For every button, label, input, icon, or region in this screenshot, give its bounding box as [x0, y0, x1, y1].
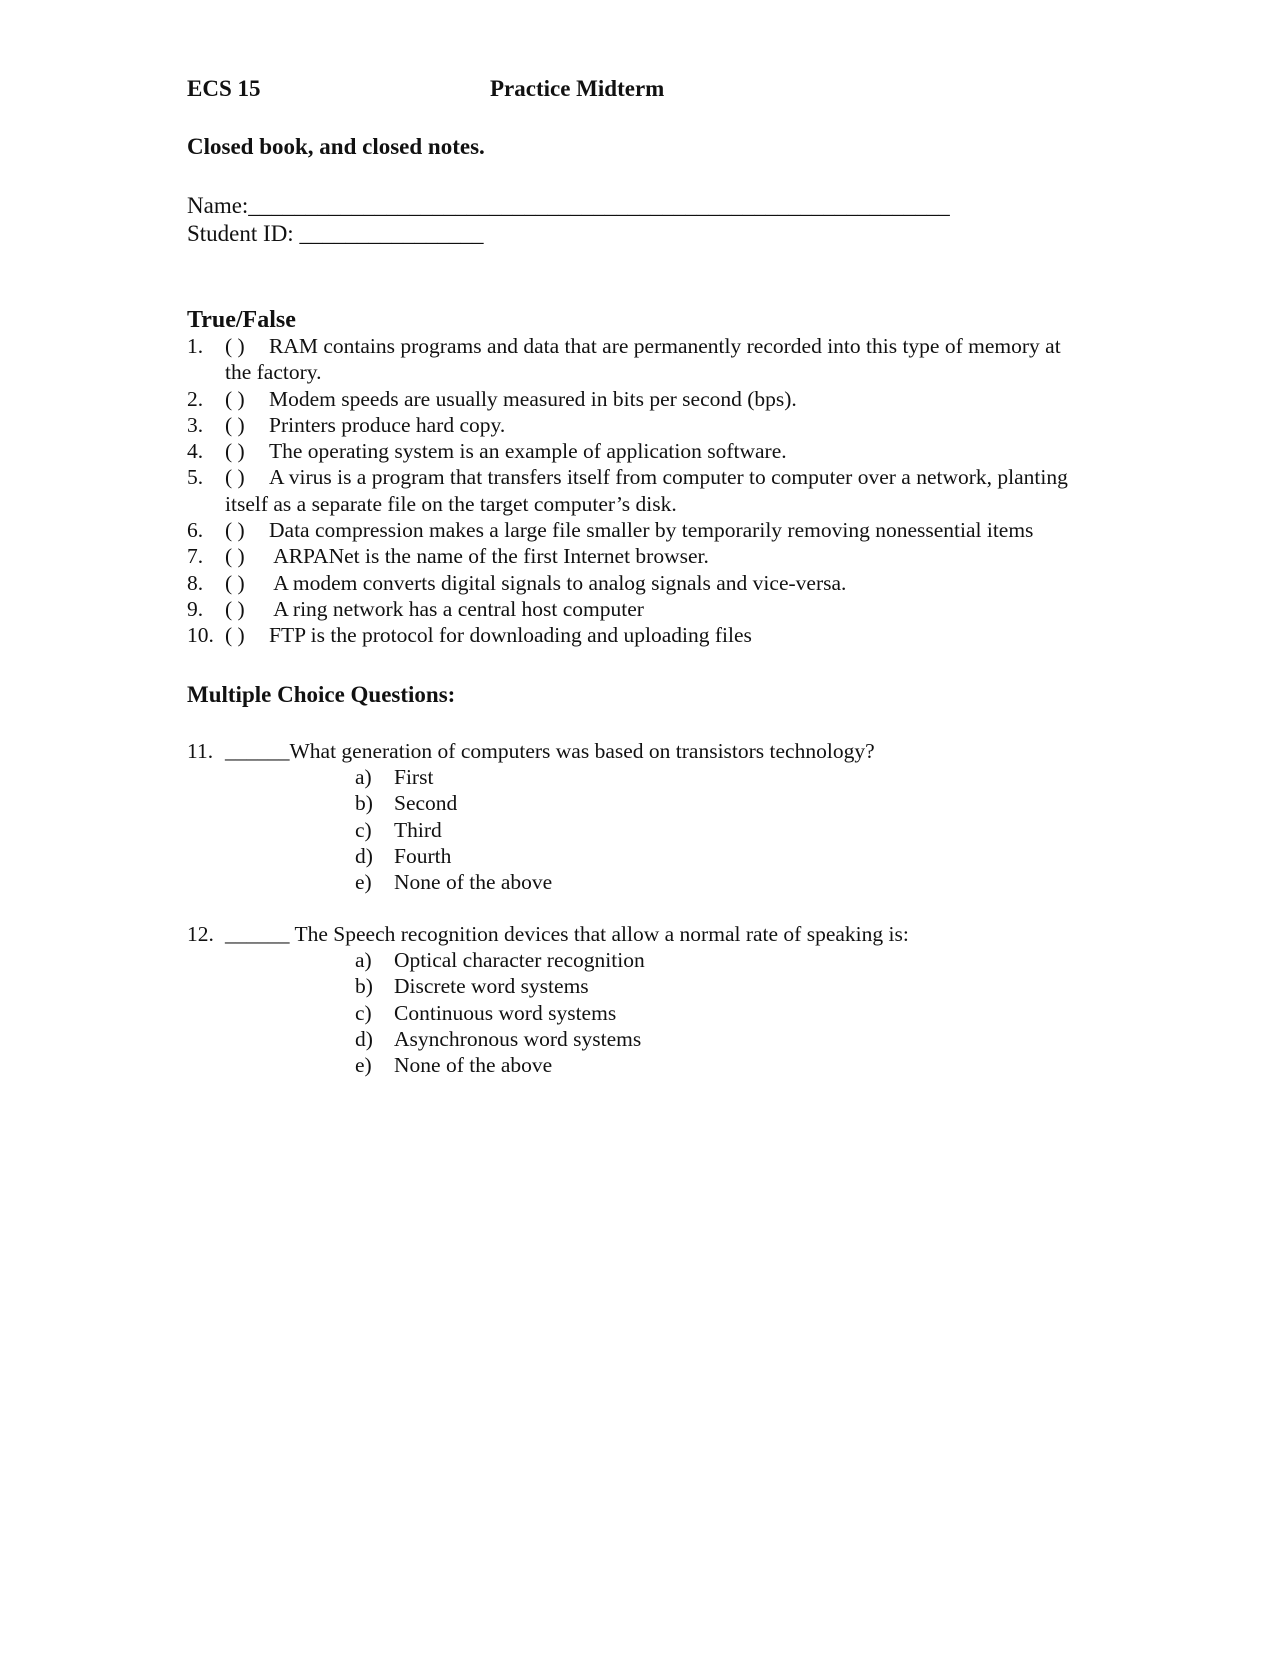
question-number: 12. [187, 922, 214, 946]
option-item [355, 947, 645, 973]
option-text: Optical character recognition [394, 948, 645, 972]
tf-question [187, 622, 1127, 648]
tf-question [187, 412, 1127, 438]
question-number: 9. [187, 596, 204, 621]
question-number: 2. [187, 386, 204, 411]
option-text: None of the above [394, 870, 553, 895]
answer-blank[interactable]: ______ [225, 922, 290, 946]
question-text: What generation of computers was based on transistors technology? [289, 739, 875, 763]
tf-question [187, 438, 1127, 464]
option-letter: b) [355, 791, 373, 816]
answer-parens[interactable]: ( ) [225, 386, 245, 411]
option-letter: c) [355, 817, 372, 842]
question-text-continued: itself as a separate file on the target computer’s disk. [225, 491, 677, 516]
option-text: Asynchronous word systems [394, 1026, 642, 1051]
question-number: 6. [187, 518, 204, 543]
option-text: Continuous word systems [394, 1000, 617, 1025]
option-letter: d) [355, 843, 373, 868]
answer-parens[interactable]: ( ) [225, 465, 245, 490]
question-number: 11. [187, 739, 214, 763]
answer-parens[interactable]: ( ) [225, 439, 245, 464]
page-title: Practice Midterm [490, 76, 665, 101]
option-item [355, 973, 645, 999]
name-field[interactable]: Name:_____________________________________________________________ [187, 193, 950, 218]
question-text: Printers produce hard copy. [269, 412, 506, 437]
option-item [355, 1052, 645, 1078]
question-text: The Speech recognition devices that allow a normal rate of speaking is: [289, 922, 909, 946]
question-text: ARPANet is the name of the first Internet browser. [269, 544, 709, 569]
option-text: First [394, 765, 434, 789]
question-number: 1. [187, 334, 204, 358]
answer-parens[interactable]: ( ) [225, 596, 245, 621]
question-text: A ring network has a central host computer [269, 596, 644, 621]
mc-question [187, 738, 875, 764]
option-text: Third [394, 817, 442, 842]
question-text: The operating system is an example of application software. [269, 439, 787, 464]
tf-question [187, 386, 1127, 412]
option-item [355, 1026, 645, 1052]
true-false-list [187, 333, 1127, 649]
answer-parens[interactable]: ( ) [225, 570, 245, 595]
answer-parens[interactable]: ( ) [225, 412, 245, 437]
mc-options [355, 947, 645, 1078]
question-number: 5. [187, 465, 204, 490]
true-false-heading: True/False [187, 307, 296, 333]
option-text: Discrete word systems [394, 974, 589, 999]
option-text: Fourth [394, 843, 452, 868]
question-text: Modem speeds are usually measured in bits per second (bps). [269, 386, 797, 411]
tf-question [187, 543, 1127, 569]
option-letter: e) [355, 1053, 372, 1078]
option-text: Second [394, 791, 458, 816]
exam-instructions: Closed book, and closed notes. [187, 134, 485, 159]
option-item [355, 843, 552, 869]
option-item [355, 817, 552, 843]
option-item [355, 1000, 645, 1026]
option-letter: d) [355, 1026, 373, 1051]
question-number: 10. [187, 623, 214, 648]
multiple-choice-heading: Multiple Choice Questions: [187, 682, 456, 707]
answer-parens[interactable]: ( ) [225, 623, 245, 648]
tf-question [187, 517, 1127, 543]
option-item [355, 790, 552, 816]
option-text: None of the above [394, 1053, 553, 1078]
option-letter: a) [355, 948, 372, 972]
answer-parens[interactable]: ( ) [225, 334, 245, 358]
option-item [355, 764, 552, 790]
question-text-continued: the factory. [225, 360, 322, 385]
answer-blank[interactable]: ______ [225, 739, 290, 763]
tf-question [187, 596, 1127, 622]
course-code: ECS 15 [187, 76, 261, 101]
option-letter: a) [355, 765, 372, 789]
answer-parens[interactable]: ( ) [225, 544, 245, 569]
question-number: 8. [187, 570, 204, 595]
student-id-field[interactable]: Student ID: ________________ [187, 221, 484, 246]
question-text: RAM contains programs and data that are permanently recorded into this type of memory at [269, 334, 1061, 358]
option-item [355, 869, 552, 895]
tf-question [187, 464, 1127, 517]
option-letter: c) [355, 1000, 372, 1025]
question-number: 3. [187, 412, 204, 437]
question-number: 4. [187, 439, 204, 464]
question-text: FTP is the protocol for downloading and uploading files [269, 623, 752, 648]
tf-question [187, 333, 1127, 386]
answer-parens[interactable]: ( ) [225, 518, 245, 543]
question-number: 7. [187, 544, 204, 569]
question-text: A modem converts digital signals to analog signals and vice-versa. [269, 570, 847, 595]
option-letter: b) [355, 974, 373, 999]
mc-question [187, 921, 909, 947]
question-text: A virus is a program that transfers itself from computer to computer over a network, planting [269, 465, 1068, 490]
question-text: Data compression makes a large file smaller by temporarily removing nonessential items [269, 518, 1034, 543]
tf-question [187, 570, 1127, 596]
mc-options [355, 764, 552, 895]
option-letter: e) [355, 870, 372, 895]
